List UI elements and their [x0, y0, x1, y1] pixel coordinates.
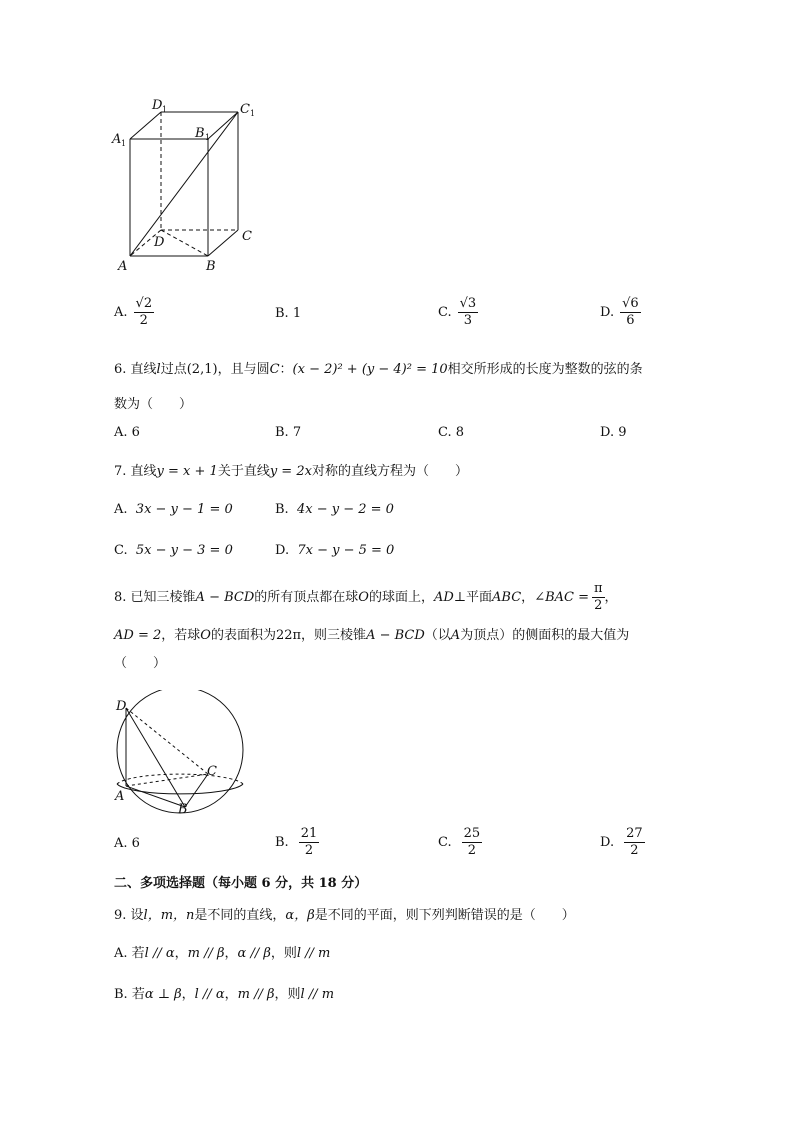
- q5-option-c[interactable]: [438, 296, 478, 329]
- q5-option-a-fraction: [134, 296, 155, 329]
- q8-text-11: 为顶点）的侧面积的最大值为: [460, 628, 630, 643]
- q5-option-c-num: √3: [459, 296, 477, 311]
- q5-option-d-den: 6: [626, 313, 635, 328]
- q7-stem: [114, 460, 468, 479]
- q9-option-a-cond1: l // α: [144, 946, 175, 961]
- q8-text-6: ，: [604, 590, 618, 605]
- q5-option-a-num: √2: [135, 296, 153, 311]
- q5-option-d-label: D.: [600, 305, 615, 320]
- q5-option-d-num: √6: [622, 296, 639, 311]
- q6-text-4: 相交所形成的长度为整数的弦的条: [447, 362, 643, 377]
- q6-text-1: 6. 直线: [114, 362, 157, 377]
- label-a1-sub: 1: [121, 139, 127, 148]
- q6-colon: ：: [279, 362, 293, 377]
- q8-var-o: O: [358, 590, 369, 605]
- label-a1: A: [112, 132, 122, 147]
- q9-option-b-sep1: ，: [181, 987, 195, 1002]
- q5-option-a[interactable]: [114, 296, 154, 329]
- q9-option-a-cond3: α // β: [237, 946, 271, 961]
- q9-text-2: 是不同的直线，: [194, 908, 286, 923]
- q8-option-d-fraction: [624, 826, 645, 859]
- q7-option-c[interactable]: [114, 543, 233, 558]
- label-b1-sub: 1: [205, 133, 211, 142]
- q9-option-a-cond2: m // β: [187, 946, 225, 961]
- q9-option-b-result: l // m: [300, 987, 335, 1002]
- q8-option-d[interactable]: [600, 826, 645, 859]
- q6-text-2: 过点: [160, 362, 187, 377]
- q7-option-c-eq: 5x − y − 3 = 0: [135, 543, 233, 558]
- q8-stem-line2: [114, 624, 629, 643]
- q8-text-5: ，: [521, 590, 535, 605]
- q7-option-b-label: B.: [275, 502, 289, 517]
- q7-option-a[interactable]: [114, 502, 233, 517]
- q7-text-2: 关于直线: [217, 464, 270, 479]
- q5-option-d-fraction: [620, 296, 641, 329]
- q8-option-c[interactable]: [438, 826, 482, 859]
- q5-option-a-label: A.: [114, 305, 128, 320]
- q8-text-4: 平面: [466, 590, 493, 605]
- q8-option-c-num: 25: [463, 826, 481, 841]
- label-d1-sub: 1: [162, 105, 168, 114]
- q9-option-b-sep2: ，: [224, 987, 238, 1002]
- sphere-label-a: A: [115, 789, 125, 804]
- q8-option-b-den: 2: [304, 843, 314, 858]
- q9-text-1: 9. 设: [114, 908, 144, 923]
- q6-option-a[interactable]: A. 6: [114, 425, 140, 440]
- q6-stem-line2: 数为（ ）: [114, 397, 193, 412]
- label-b: B: [206, 259, 216, 274]
- q6-point: (2,1): [186, 362, 218, 377]
- q7-text-1: 7. 直线: [114, 464, 157, 479]
- q5-option-c-fraction: [458, 296, 479, 329]
- label-b1: B: [195, 126, 205, 141]
- q8-angle-den: 2: [594, 598, 603, 613]
- q7-option-c-label: C.: [114, 543, 128, 558]
- q7-option-d-eq: 7x − y − 5 = 0: [297, 543, 395, 558]
- q6-option-b[interactable]: B. 7: [275, 425, 302, 440]
- q9-option-b-pre: B. 若: [114, 987, 145, 1002]
- q5-option-a-den: 2: [139, 313, 148, 328]
- q8-option-b-label: B.: [275, 835, 289, 850]
- q7-option-d-label: D.: [275, 543, 290, 558]
- q7-option-a-eq: 3x − y − 1 = 0: [135, 502, 233, 517]
- q8-angle-num: π: [594, 581, 603, 596]
- q8-angle: ∠BAC =: [534, 590, 589, 605]
- q8-angle-fraction: [592, 581, 605, 614]
- q8-stem-line1: [114, 578, 618, 618]
- q8-option-d-den: 2: [630, 843, 639, 858]
- label-d1: D: [152, 98, 163, 113]
- q8-option-b-num: 21: [300, 826, 318, 841]
- q5-option-c-den: 3: [463, 313, 473, 328]
- q8-tetra: A − BCD: [195, 590, 255, 605]
- sphere-label-b: B: [178, 802, 188, 817]
- q9-option-b-cond1: α ⊥ β: [144, 987, 182, 1002]
- q5-option-d[interactable]: [600, 296, 641, 329]
- q6-option-d[interactable]: D. 9: [600, 425, 627, 440]
- q8-option-c-fraction: [462, 826, 483, 859]
- q6-var-c: C: [269, 362, 280, 377]
- q8-text-2: 的所有顶点都在球: [254, 590, 359, 605]
- q8-option-d-num: 27: [626, 826, 643, 841]
- q8-var-o2: O: [200, 628, 211, 643]
- q9-option-a-sep1: ，: [174, 946, 188, 961]
- q9-text-3: 是不同的平面，则下列判断错误的是（ ）: [314, 908, 575, 923]
- figure-prism: [108, 96, 278, 278]
- q8-option-c-den: 2: [467, 843, 477, 858]
- q9-stem: [114, 904, 575, 923]
- q9-planes: α，β: [285, 908, 315, 923]
- q8-text-10: （以: [424, 628, 451, 643]
- q8-option-b-fraction: [299, 826, 320, 859]
- label-c1-sub: 1: [250, 109, 256, 118]
- q8-text-1: 8. 已知三棱锥: [114, 590, 196, 605]
- q6-text-3: ，且与圆: [217, 362, 270, 377]
- q7-option-b[interactable]: [275, 502, 394, 517]
- q5-option-c-label: C.: [438, 305, 452, 320]
- q9-option-a-then: ，则: [270, 946, 297, 961]
- sphere-label-d: D: [116, 699, 127, 714]
- q9-option-b-cond3: m // β: [237, 987, 275, 1002]
- q6-circle-equation: (x − 2)² + (y − 4)² = 10: [292, 362, 448, 377]
- section-heading: 二、多项选择题（每小题 6 分，共 18 分）: [114, 876, 368, 891]
- label-c: C: [242, 229, 252, 244]
- q8-tetra2: A − BCD: [366, 628, 425, 643]
- q7-option-d[interactable]: [275, 543, 394, 558]
- label-d: D: [154, 235, 165, 250]
- q8-option-a[interactable]: A. 6: [114, 836, 140, 851]
- label-a: A: [118, 259, 128, 274]
- q8-var-a: A: [450, 628, 461, 643]
- q8-text-7: ，若球: [161, 628, 201, 643]
- q8-text-3: 的球面上，: [368, 590, 434, 605]
- q8-option-b[interactable]: [275, 826, 319, 859]
- q8-option-d-label: D.: [600, 835, 615, 850]
- q8-area: 22π: [275, 628, 302, 643]
- q8-text-9: ，则三棱锥: [301, 628, 367, 643]
- q7-text-3: 对称的直线方程为（ ）: [311, 464, 468, 479]
- figure-sphere: [108, 690, 258, 820]
- q8-ad-length: AD = 2: [114, 628, 162, 643]
- q7-option-b-eq: 4x − y − 2 = 0: [296, 502, 394, 517]
- q9-option-a-sep2: ，: [224, 946, 238, 961]
- q8-ad-perp: AD⊥: [433, 590, 467, 605]
- q6-stem-line1: [114, 358, 643, 377]
- q8-option-c-label: C.: [438, 835, 452, 850]
- q9-option-b-then: ，则: [274, 987, 301, 1002]
- q9-option-a-result: l // m: [296, 946, 331, 961]
- label-c1: C: [240, 102, 250, 117]
- q6-var-l: l: [156, 362, 161, 377]
- q9-option-a[interactable]: [114, 942, 330, 961]
- q7-option-a-label: A.: [114, 502, 128, 517]
- q8-plane-abc: ABC: [492, 590, 522, 605]
- q9-option-b[interactable]: [114, 983, 334, 1002]
- q8-stem-line3: （ ）: [114, 656, 167, 671]
- q7-line2: y = 2x: [269, 464, 312, 479]
- q9-lines: l，m，n: [143, 908, 195, 923]
- q6-option-c[interactable]: C. 8: [438, 425, 465, 440]
- q5-option-b[interactable]: B. 1: [275, 306, 302, 321]
- q7-line1: y = x + 1: [156, 464, 218, 479]
- sphere-label-c: C: [207, 764, 217, 779]
- q9-option-b-cond2: l // α: [194, 987, 225, 1002]
- q8-text-8: 的表面积为: [210, 628, 276, 643]
- q9-option-a-pre: A. 若: [114, 946, 145, 961]
